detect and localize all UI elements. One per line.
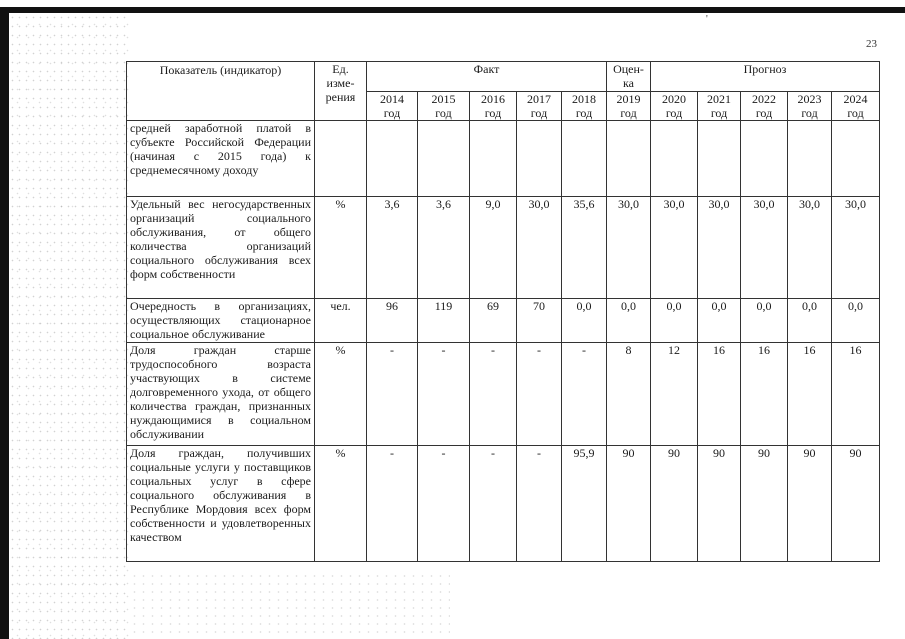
value-cell: - (418, 446, 470, 562)
value-cell: 16 (698, 343, 741, 446)
year-header-2018 (562, 92, 607, 121)
scan-left-edge (0, 7, 9, 639)
year-header-2021 (698, 92, 741, 121)
value-cell: - (418, 343, 470, 446)
value-cell: 90 (741, 446, 788, 562)
value-cell: 30,0 (832, 197, 880, 299)
year-label: 2018 (572, 92, 596, 106)
year-suffix: год (801, 106, 818, 120)
value-cell (562, 121, 607, 197)
value-cell (788, 121, 832, 197)
value-cell: 16 (832, 343, 880, 446)
value-cell: 0,0 (832, 299, 880, 343)
year-suffix: год (484, 106, 502, 120)
value-cell: 0,0 (741, 299, 788, 343)
year-suffix: год (530, 106, 548, 120)
value-cell: - (470, 446, 517, 562)
fact-header (367, 62, 607, 92)
indicators-table (126, 61, 880, 562)
indicator-name: Удельный вес негосударственных организаций социального обслуживания, от общего количества организаций социального обслуживания всех форм собственности (127, 197, 315, 299)
value-cell: 16 (788, 343, 832, 446)
year-header-2022 (741, 92, 788, 121)
table-row (127, 343, 880, 446)
value-cell: 30,0 (788, 197, 832, 299)
unit-header (315, 62, 367, 121)
indicator-header (127, 62, 315, 121)
year-label: 2023 (797, 92, 822, 106)
year-suffix: год (575, 106, 593, 120)
header-row-groups (127, 62, 880, 92)
value-cell: 90 (832, 446, 880, 562)
value-cell: 35,6 (562, 197, 607, 299)
indicator-name: Доля граждан, получивших социальные услуги у поставщиков социальных услуг в сфере социального обслуживания в Республике Мордовия всех форм собственности и удовлетворенных качеством (127, 446, 315, 562)
table-row (127, 197, 880, 299)
year-header-2023 (788, 92, 832, 121)
unit-header-line-3: рения (325, 90, 356, 104)
year-suffix: год (665, 106, 683, 120)
value-cell (698, 121, 741, 197)
value-cell: 96 (367, 299, 418, 343)
year-header-2016 (470, 92, 517, 121)
scan-speck: ' (706, 14, 708, 25)
value-cell: 90 (698, 446, 741, 562)
unit-header-line-2: изме- (326, 76, 355, 90)
value-cell: 0,0 (651, 299, 698, 343)
value-cell: 70 (517, 299, 562, 343)
value-cell: - (470, 343, 517, 446)
estimate-header (607, 62, 651, 92)
year-suffix: год (383, 106, 401, 120)
indicator-header-label: Показатель (индикатор) (159, 63, 282, 77)
year-suffix: год (620, 106, 637, 120)
unit-cell: % (315, 343, 367, 446)
value-cell: 0,0 (698, 299, 741, 343)
value-cell: 9,0 (470, 197, 517, 299)
value-cell: 3,6 (418, 197, 470, 299)
year-label: 2021 (707, 92, 732, 106)
value-cell (367, 121, 418, 197)
value-cell: 119 (418, 299, 470, 343)
forecast-header-label: Прогноз (743, 62, 787, 76)
year-header-2019 (607, 92, 651, 121)
value-cell: 30,0 (517, 197, 562, 299)
scan-noise-bottom (130, 572, 450, 639)
value-cell: 69 (470, 299, 517, 343)
value-cell (651, 121, 698, 197)
value-cell: 30,0 (651, 197, 698, 299)
unit-cell (315, 121, 367, 197)
year-suffix: год (755, 106, 773, 120)
table-row (127, 446, 880, 562)
year-header-2024 (832, 92, 880, 121)
value-cell (832, 121, 880, 197)
value-cell: 3,6 (367, 197, 418, 299)
value-cell (470, 121, 517, 197)
year-header-2020 (651, 92, 698, 121)
unit-cell: чел. (315, 299, 367, 343)
year-label: 2022 (752, 92, 777, 106)
estimate-header-line-1: Оцен- (613, 62, 644, 76)
value-cell: 0,0 (562, 299, 607, 343)
year-suffix: год (847, 106, 864, 120)
indicator-name: средней заработной платой в субъекте Российской Федерации (начиная с 2015 года) к среднемесячному доходу (127, 121, 315, 197)
value-cell: 30,0 (741, 197, 788, 299)
value-cell (607, 121, 651, 197)
value-cell: 90 (607, 446, 651, 562)
value-cell: 12 (651, 343, 698, 446)
value-cell (517, 121, 562, 197)
year-label: 2024 (843, 92, 868, 106)
fact-header-label: Факт (473, 62, 500, 76)
value-cell: 0,0 (788, 299, 832, 343)
value-cell: 30,0 (698, 197, 741, 299)
value-cell (741, 121, 788, 197)
year-header-2014 (367, 92, 418, 121)
year-label: 2015 (431, 92, 456, 106)
indicator-name: Очередность в организациях, осуществляющих стационарное социальное обслуживание (127, 299, 315, 343)
year-label: 2020 (662, 92, 687, 106)
value-cell: - (517, 343, 562, 446)
value-cell: 0,0 (607, 299, 651, 343)
value-cell: - (367, 343, 418, 446)
value-cell: - (562, 343, 607, 446)
value-cell: - (367, 446, 418, 562)
year-label: 2016 (481, 92, 505, 106)
table-row (127, 121, 880, 197)
scan-top-edge (7, 7, 905, 13)
year-suffix: год (435, 106, 452, 120)
value-cell: 90 (788, 446, 832, 562)
forecast-header (651, 62, 880, 92)
year-label: 2014 (380, 92, 404, 106)
value-cell: 90 (651, 446, 698, 562)
estimate-header-line-2: ка (623, 76, 634, 90)
year-header-2015 (418, 92, 470, 121)
value-cell: 30,0 (607, 197, 651, 299)
value-cell: 16 (741, 343, 788, 446)
unit-cell: % (315, 446, 367, 562)
value-cell: 8 (607, 343, 651, 446)
value-cell: 95,9 (562, 446, 607, 562)
table-row (127, 299, 880, 343)
value-cell: - (517, 446, 562, 562)
year-suffix: год (710, 106, 728, 120)
indicator-name: Доля граждан старше трудоспособного возраста участвующих в системе долговременного ухода, от общего количества граждан, признанных нуждающимися в социальном обслуживании (127, 343, 315, 446)
page-number: 23 (866, 38, 877, 50)
unit-header-line-1: Ед. (332, 62, 349, 76)
value-cell (418, 121, 470, 197)
year-header-2017 (517, 92, 562, 121)
year-label: 2019 (616, 92, 641, 106)
year-label: 2017 (527, 92, 551, 106)
unit-cell: % (315, 197, 367, 299)
scan-noise-left (9, 13, 129, 639)
